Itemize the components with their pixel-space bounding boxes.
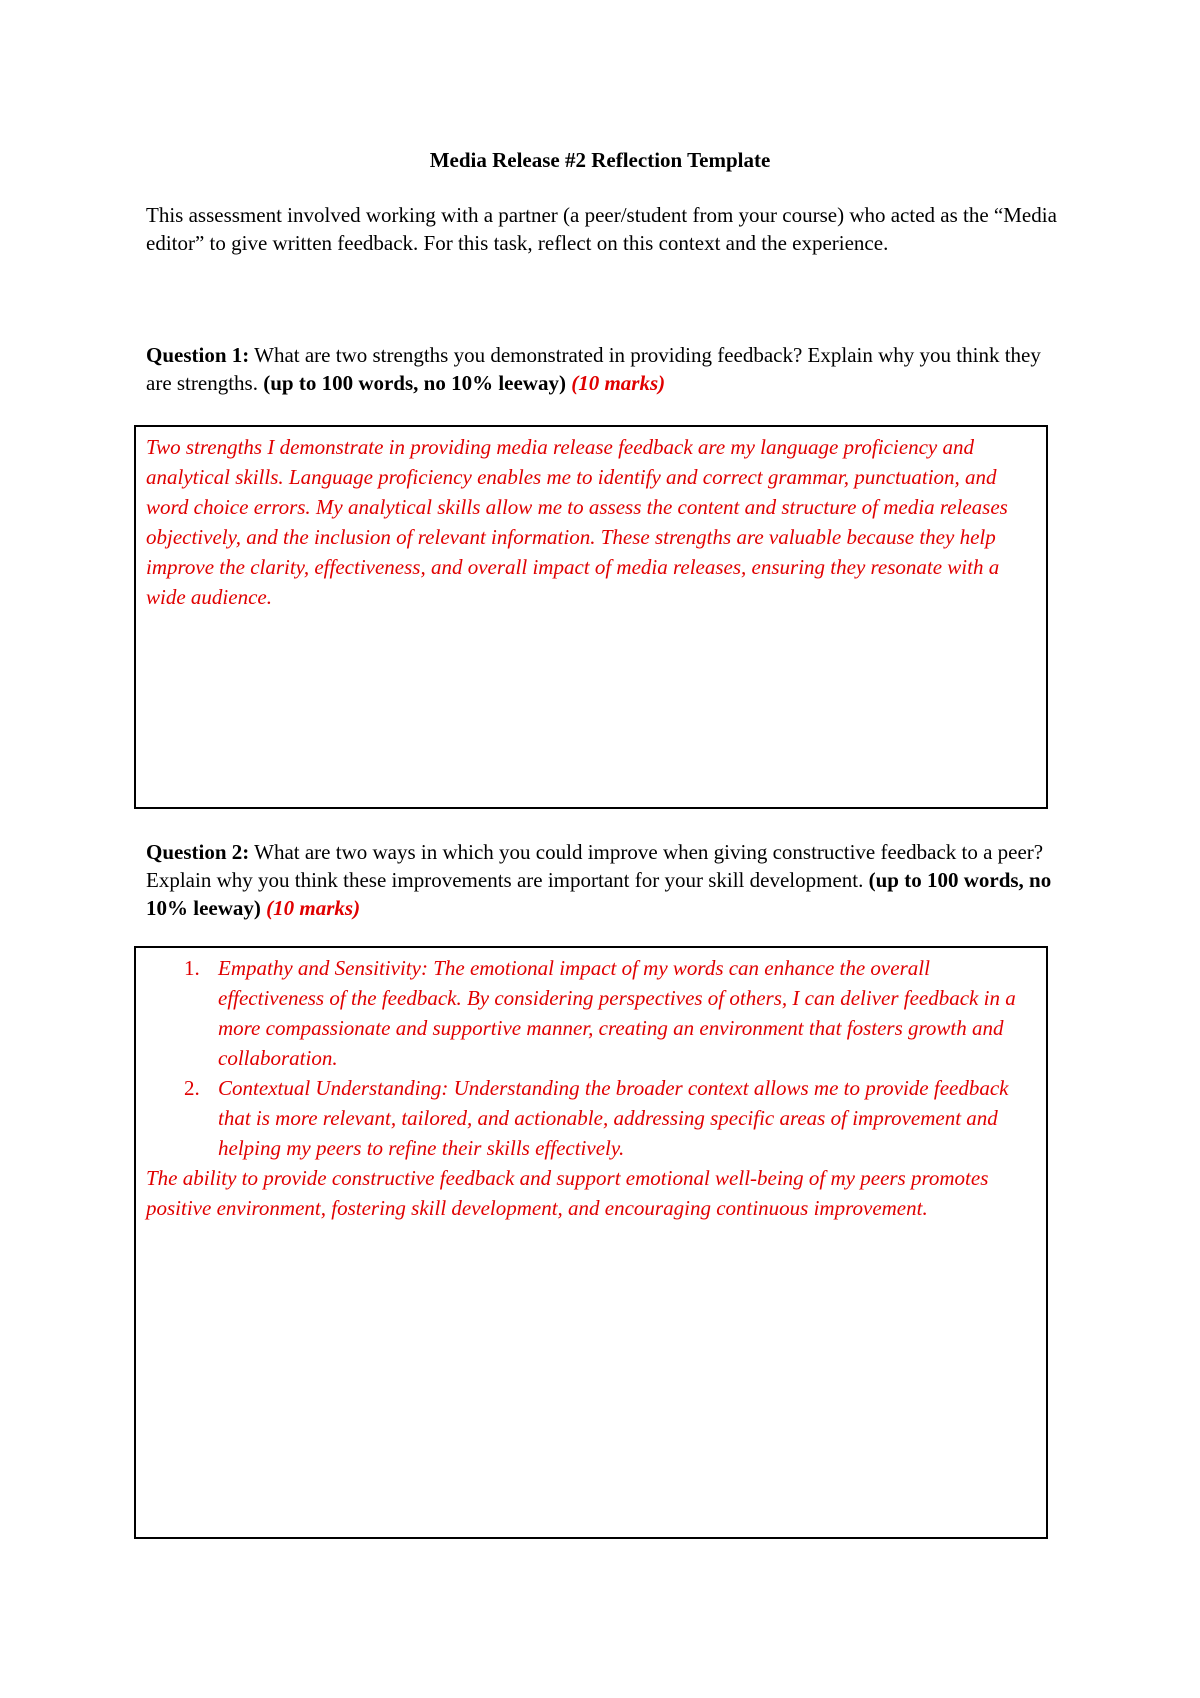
answer-list-item xyxy=(146,953,1036,1073)
question-2-answer-box[interactable] xyxy=(134,946,1048,1539)
question-2-prompt xyxy=(146,838,1066,922)
question-1-word-limit: (up to 100 words, no 10% leeway) xyxy=(263,371,566,395)
list-item-number: 2. xyxy=(184,1076,200,1100)
question-2-answer-list xyxy=(146,953,1036,1163)
question-1-prompt xyxy=(146,341,1066,397)
question-2-answer-closing: The ability to provide constructive feedback and support emotional well-being of my peers promotes positive environment, fostering skill development, and encouraging continuous improvement. xyxy=(146,1166,989,1220)
question-2-label: Question 2: xyxy=(146,840,250,864)
question-1-answer-box[interactable] xyxy=(134,425,1048,809)
document-title: Media Release #2 Reflection Template xyxy=(429,148,771,172)
answer-list-item xyxy=(146,1073,1036,1163)
question-2-word-limit: (up to 100 words, no 10% leeway) xyxy=(146,868,1052,920)
question-2-marks: (10 marks) xyxy=(266,896,361,920)
intro-paragraph: This assessment involved working with a partner (a peer/student from your course) who acted as the “Media editor” to give written feedback. For this task, reflect on this context and the experience. xyxy=(146,203,1057,255)
question-1-text: What are two strengths you demonstrated in providing feedback? Explain why you think they are strengths. xyxy=(146,343,1041,395)
question-1-marks: (10 marks) xyxy=(571,371,666,395)
list-item-text: Contextual Understanding: Understanding the broader context allows me to provide feedback that is more relevant, tailored, and actionable, addressing specific areas of improvement and helping my peers to refine their skills effectively. xyxy=(218,1076,1009,1160)
question-1-label: Question 1: xyxy=(146,343,250,367)
list-item-number: 1. xyxy=(184,956,200,980)
question-2-text: What are two ways in which you could improve when giving constructive feedback to a peer? Explain why you think these improvements are important for your skill development. xyxy=(146,840,1044,892)
list-item-text: Empathy and Sensitivity: The emotional impact of my words can enhance the overall effectiveness of the feedback. By considering perspectives of others, I can deliver feedback in a more compassionate and supportive manner, creating an environment that fosters growth and collaboration. xyxy=(218,956,1016,1070)
question-1-answer-text: Two strengths I demonstrate in providing media release feedback are my language proficiency and analytical skills. Language proficiency enables me to identify and correct grammar, punctuation, and word choice errors. My analytical skills allow me to assess the content and structure of media releases objectively, and the inclusion of relevant information. These strengths are valuable because they help improve the clarity, effectiveness, and overall impact of media releases, ensuring they resonate with a wide audience. xyxy=(146,435,1008,609)
